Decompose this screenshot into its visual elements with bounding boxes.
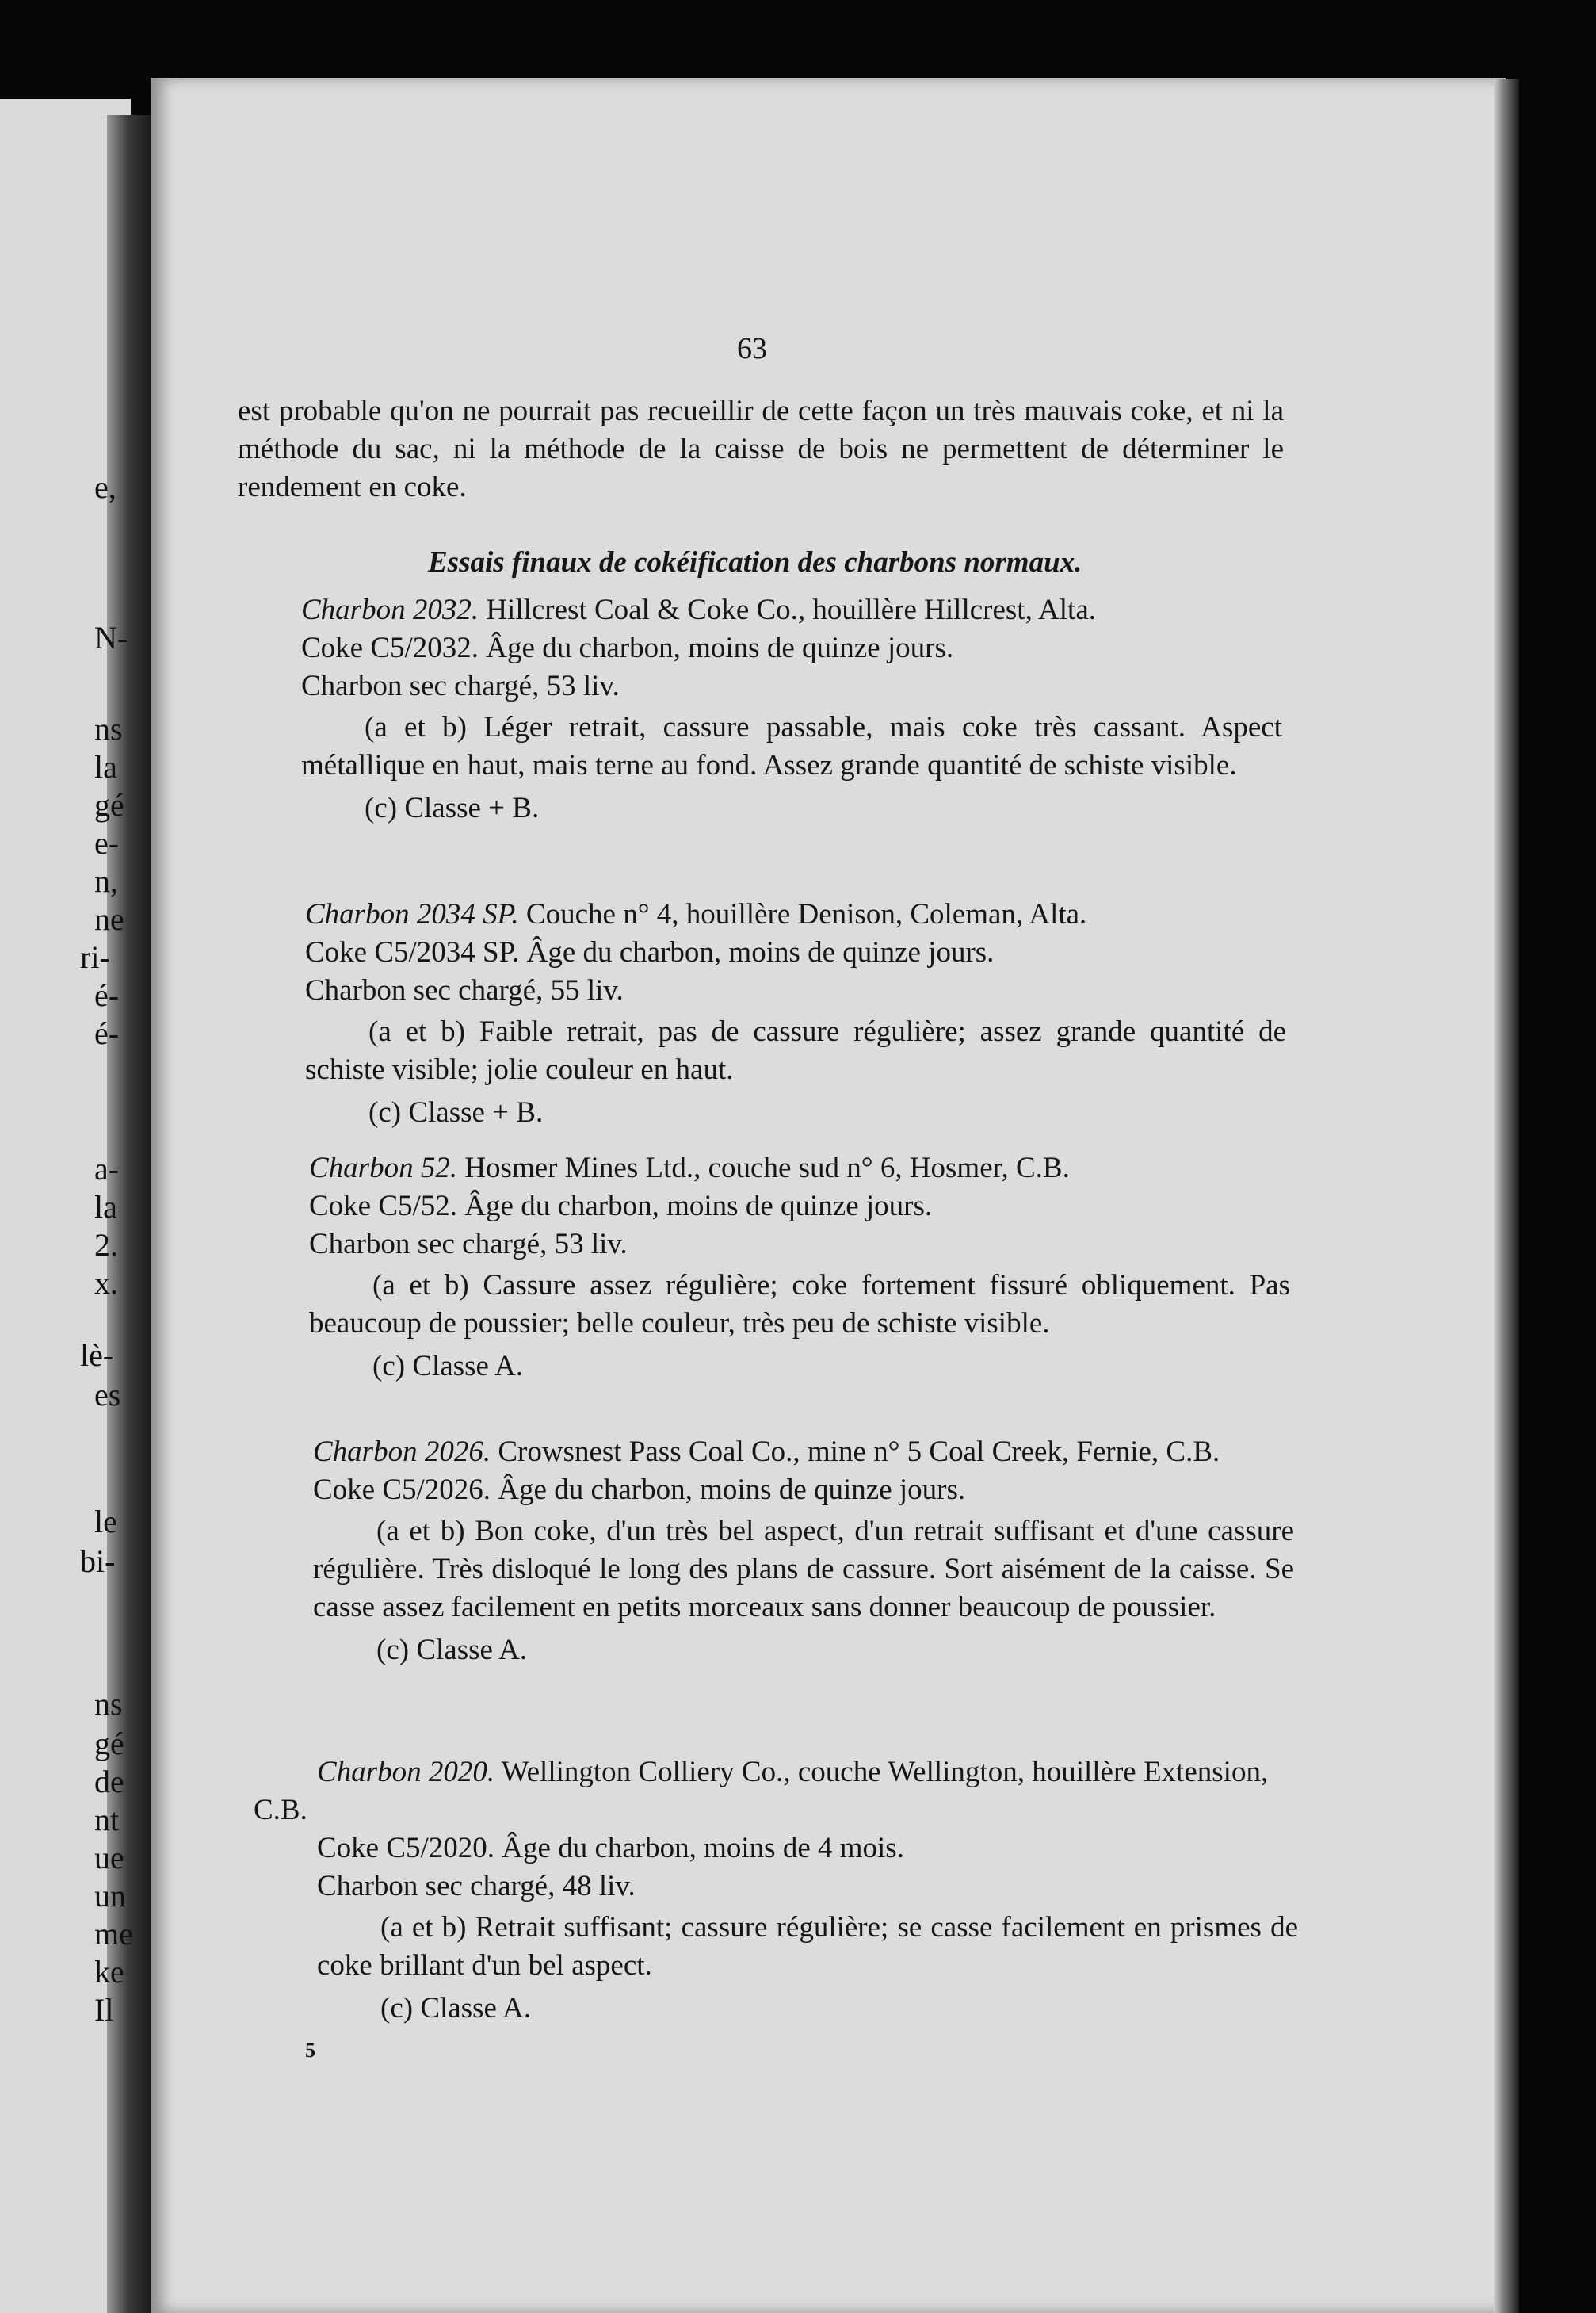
adjacent-page-fragment: le [94,1504,117,1539]
adjacent-page-fragment: es [94,1377,121,1413]
class-line: (c) Classe A. [376,1634,528,1666]
adjacent-page-fragment: é- [94,1015,120,1051]
coal-entry [301,591,1282,828]
coal-name: Charbon 2020. [317,1756,495,1788]
coal-source: Hosmer Mines Ltd., couche sud n° 6, Hosmer, C.B. [457,1152,1070,1184]
coal-name: Charbon 52. [309,1152,458,1184]
class-line: (c) Classe + B. [365,792,540,824]
adjacent-page-fragment: ke [94,1954,124,1990]
adjacent-page-fragment: n, [94,863,118,899]
page-number: 63 [737,332,767,365]
coal-entry [313,1433,1294,1669]
adjacent-page-fragment: ne [94,901,124,937]
charge-line: Charbon sec chargé, 53 liv. [301,670,620,702]
intro-paragraph [238,392,1284,507]
observation-text: (a et b) Cassure assez régulière; coke fortement fissuré obliquement. Pas beaucoup de poussier; belle couleur, très peu de schiste visible. [309,1269,1290,1340]
adjacent-page-fragment: ue [94,1840,124,1875]
adjacent-page-fragment: 2. [94,1227,118,1263]
adjacent-page-fragment: ns [94,1686,123,1722]
charge-line: Charbon sec chargé, 48 liv. [317,1870,636,1902]
observation-text: (a et b) Retrait suffisant; cassure régulière; se casse facilement en prismes de coke brillant d'un bel aspect. [317,1911,1298,1982]
signature-mark: 5 [305,2039,315,2062]
coal-entry [309,1149,1290,1386]
charge-line: Charbon sec chargé, 55 liv. [305,974,624,1007]
adjacent-page-fragment: gé [94,787,124,823]
coke-line: Coke C5/2026. Âge du charbon, moins de quinze jours. [313,1474,966,1506]
entry-heading [250,1433,1294,1471]
coal-source: Hillcrest Coal & Coke Co., houillère Hillcrest, Alta. [479,594,1096,626]
coke-line: Coke C5/2032. Âge du charbon, moins de quinze jours. [301,632,954,664]
coal-name: Charbon 2032. [301,594,479,626]
adjacent-page-fragment: la [94,749,117,785]
intro-text: est probable qu'on ne pourrait pas recueillir de cette façon un très mauvais coke, et ni la méthode du sac, ni la méthode de la caisse de bois ne permettent de déterminer le rendement en coke. [238,395,1284,503]
adjacent-page-fragment: un [94,1878,126,1913]
adjacent-page-fragment: de [94,1764,124,1799]
coal-source: Couche n° 4, houillère Denison, Coleman, Alta. [518,898,1087,931]
coke-line: Coke C5/2020. Âge du charbon, moins de 4 mois. [317,1832,904,1864]
charge-line: Charbon sec chargé, 53 liv. [309,1228,628,1260]
class-line: (c) Classe + B. [368,1096,544,1129]
coal-name: Charbon 2026. [313,1436,491,1468]
entry-heading [254,1753,1298,1829]
adjacent-page-fragment: la [94,1189,117,1225]
adjacent-page-fragment: ri- [80,939,110,975]
adjacent-page-fragment: me [94,1916,133,1952]
adjacent-page-fragment: e, [94,469,116,505]
observation-text: (a et b) Léger retrait, cassure passable, mais coke très cassant. Aspect métallique en haut, mais terne au fond. Assez grande quantité de schiste visible. [301,711,1282,782]
adjacent-page-fragment: é- [94,977,120,1013]
coal-source: Crowsnest Pass Coal Co., mine n° 5 Coal Creek, Fernie, C.B. [491,1436,1220,1468]
adjacent-page-fragment: N- [94,620,128,656]
coal-source: Wellington Colliery Co., couche Wellington, houillère Extension, C.B. [254,1756,1269,1826]
adjacent-page-fragment: x. [94,1265,118,1301]
coal-entry [305,896,1286,1132]
adjacent-page-fragment: nt [94,1802,120,1837]
class-line: (c) Classe A. [380,1992,532,2024]
class-line: (c) Classe A. [372,1350,524,1382]
section-title: Essais finaux de cokéification des charbons normaux. [428,546,1082,579]
adjacent-page-fragment: e- [94,825,120,861]
observation-text: (a et b) Bon coke, d'un très bel aspect, d'un retrait suffisant et d'une cassure régulière. Très disloqué le long des plans de cassure. Sort aisément de la caisse. Se casse assez facilement en petits morceaux sans donner beaucoup de poussier. [313,1515,1294,1623]
coal-entry [254,1753,1298,2028]
adjacent-page-fragment: gé [94,1726,124,1761]
adjacent-page-fragment: lè- [80,1337,114,1373]
entry-heading [305,896,1286,934]
coke-line: Coke C5/2034 SP. Âge du charbon, moins de quinze jours. [305,936,995,969]
entry-heading [301,591,1282,629]
entry-heading [309,1149,1290,1187]
adjacent-page-fragment: Il [94,1992,114,2028]
coke-line: Coke C5/52. Âge du charbon, moins de quinze jours. [309,1190,933,1222]
adjacent-page-fragment: ns [94,711,123,747]
adjacent-page-fragment: a- [94,1151,120,1187]
coal-name: Charbon 2034 SP. [305,898,519,931]
adjacent-page-fragment: bi- [80,1543,116,1579]
observation-text: (a et b) Faible retrait, pas de cassure régulière; assez grande quantité de schiste visible; jolie couleur en haut. [305,1015,1286,1086]
